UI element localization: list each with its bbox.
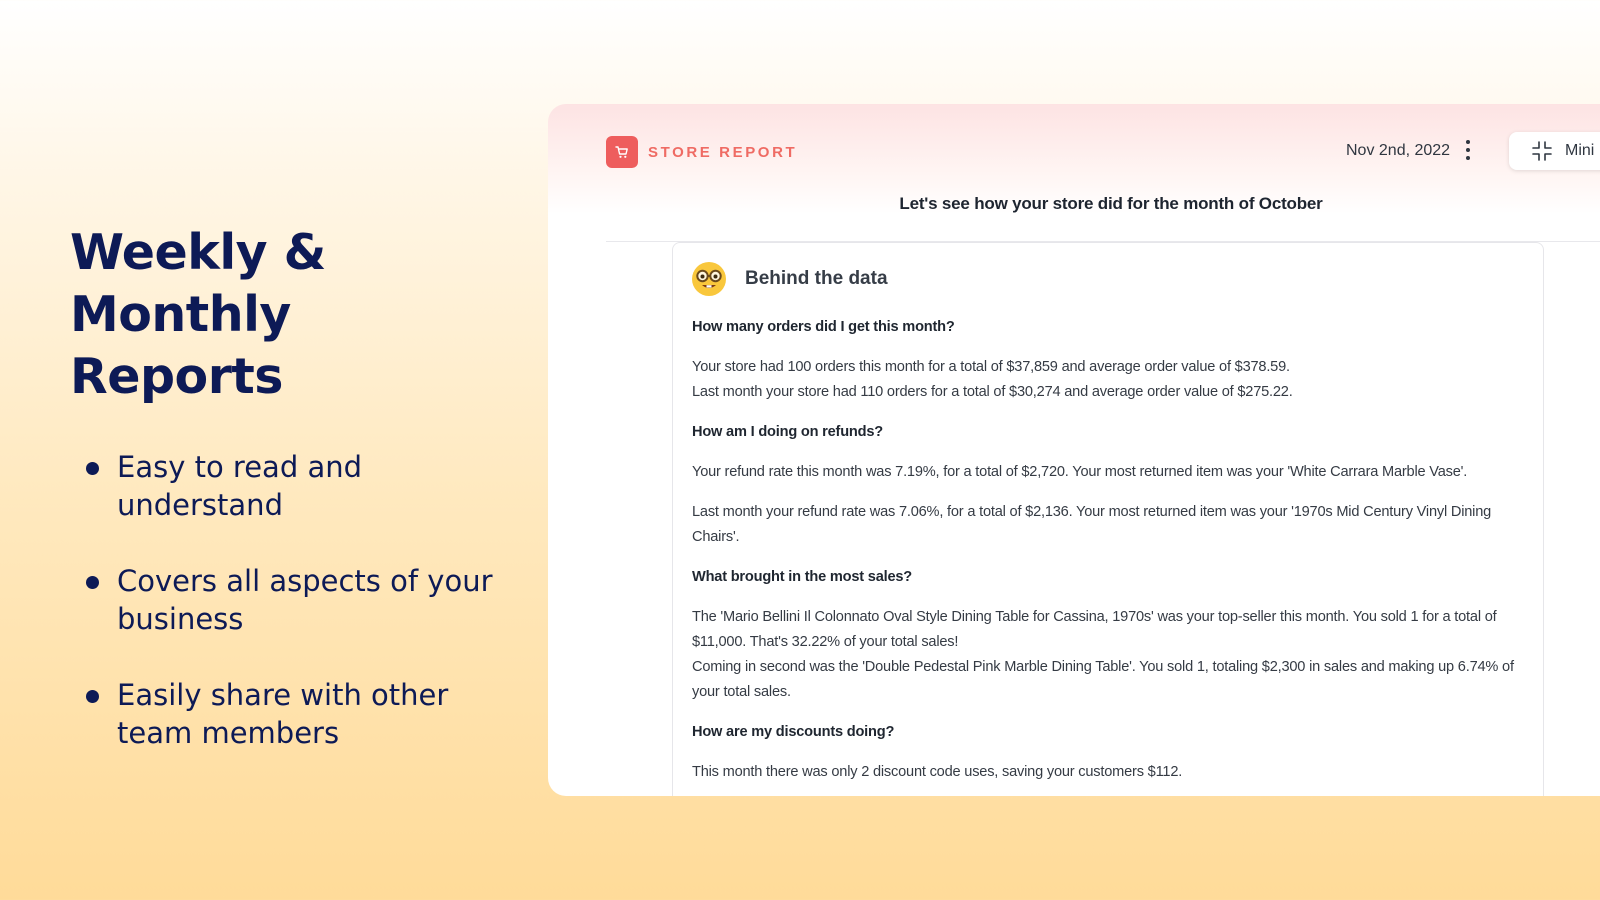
- cart-icon: [606, 136, 638, 168]
- feature-text: Covers all aspects of your business: [117, 564, 493, 636]
- section-answer: Last month your refund rate was 7.06%, for a total of $2,136. Your most returned item was your '1970s Mid Century Vinyl Dining Chairs'.: [692, 504, 1492, 545]
- minimize-button[interactable]: [1509, 132, 1600, 170]
- answer-line: The 'Mario Bellini Il Colonnato Oval Style Dining Table for Cassina, 1970s' was your top-seller this month. You sold 1 for a total of $11,000. That's 32.22% of your total sales!: [692, 609, 1497, 650]
- nerd-face-icon: [691, 261, 727, 297]
- answer-line: This month there was only 2 discount code uses, saving your customers $112.: [692, 764, 1183, 780]
- brand-label: STORE REPORT: [648, 143, 798, 161]
- section-question: How am I doing on refunds?: [692, 424, 883, 440]
- answer-line: Your store had 100 orders this month for a total of $37,859 and average order value of $378.59.: [692, 359, 1290, 375]
- bullet-icon: [86, 576, 99, 589]
- minimize-label: Mini: [1565, 142, 1595, 159]
- report-date: Nov 2nd, 2022: [1346, 142, 1451, 159]
- card-title: Behind the data: [745, 268, 888, 289]
- section-answer: [692, 355, 1522, 405]
- answer-line: Coming in second was the 'Double Pedestal Pink Marble Dining Table'. You sold 1, totaling $2,300 in sales and making up 6.74% of your total sales.: [692, 659, 1514, 700]
- section-question: How many orders did I get this month?: [692, 319, 955, 335]
- report-subtitle: Let's see how your store did for the month of October: [899, 194, 1323, 213]
- section-answer: [692, 760, 1522, 785]
- feature-item: [86, 448, 506, 524]
- report-brand: [606, 136, 797, 168]
- feature-list: [86, 448, 506, 790]
- card-body: [692, 315, 1522, 796]
- store-report-panel: [548, 104, 1600, 796]
- feature-item: [86, 562, 506, 638]
- vertical-dots-icon[interactable]: [1458, 136, 1478, 164]
- answer-line: Last month your store had 110 orders for a total of $30,274 and average order value of $275.22.: [692, 384, 1293, 400]
- bullet-icon: [86, 462, 99, 475]
- feature-text: Easy to read and understand: [117, 450, 362, 522]
- card-header: [691, 261, 888, 297]
- behind-the-data-card: [672, 242, 1544, 796]
- feature-item: [86, 676, 506, 752]
- feature-text: Easily share with other team members: [117, 678, 449, 750]
- bullet-icon: [86, 690, 99, 703]
- section-answer: Your refund rate this month was 7.19%, for a total of $2,720. Your most returned item was your 'White Carrara Marble Vase'.: [692, 464, 1468, 480]
- section-answer: [692, 605, 1522, 705]
- minimize-arrows-icon: [1531, 140, 1553, 162]
- section-question: How are my discounts doing?: [692, 724, 895, 740]
- hero-title: Weekly & Monthly Reports: [70, 224, 326, 405]
- section-question: What brought in the most sales?: [692, 569, 913, 585]
